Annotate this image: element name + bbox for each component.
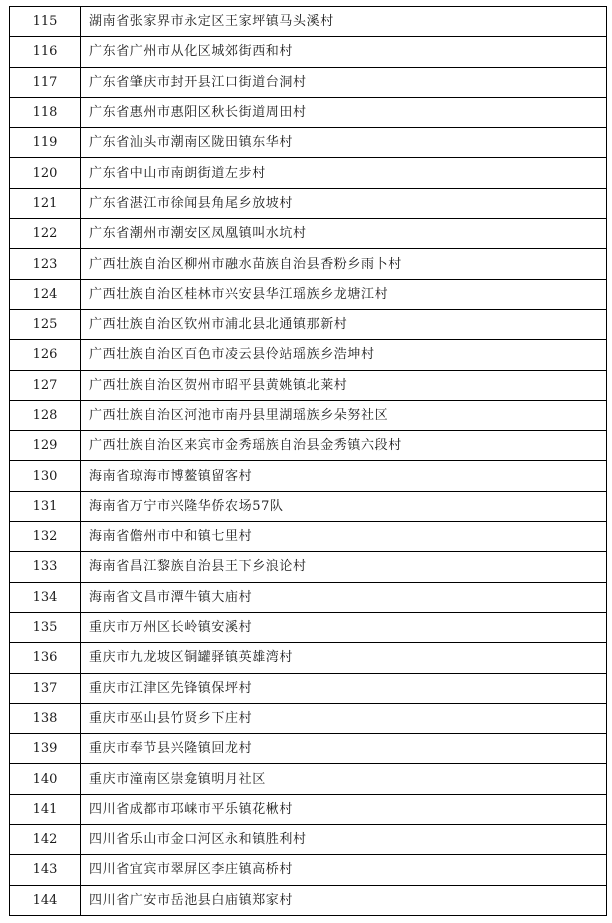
village-name: 广东省潮州市潮安区凤凰镇叫水坑村 [81,219,607,249]
table-row [10,643,607,673]
table-row [10,67,607,97]
village-name: 四川省乐山市金口河区永和镇胜利村 [81,825,607,855]
village-list-table [9,6,607,916]
row-number: 115 [10,7,81,37]
table-row [10,158,607,188]
row-number: 129 [10,431,81,461]
village-name: 四川省宜宾市翠屏区李庄镇高桥村 [81,855,607,885]
village-name: 广西壮族自治区柳州市融水苗族自治县香粉乡雨卜村 [81,249,607,279]
table-row [10,97,607,127]
village-name: 四川省成都市邛崃市平乐镇花楸村 [81,794,607,824]
table-row [10,734,607,764]
village-name: 重庆市奉节县兴隆镇回龙村 [81,734,607,764]
row-number: 141 [10,794,81,824]
table-row [10,885,607,915]
village-name: 广西壮族自治区桂林市兴安县华江瑶族乡龙塘江村 [81,279,607,309]
table-row [10,309,607,339]
table-row [10,400,607,430]
row-number: 117 [10,67,81,97]
row-number: 135 [10,612,81,642]
village-name: 海南省昌江黎族自治县王下乡浪论村 [81,552,607,582]
table-body [10,7,607,916]
village-name: 广西壮族自治区贺州市昭平县黄姚镇北莱村 [81,370,607,400]
row-number: 144 [10,885,81,915]
row-number: 118 [10,97,81,127]
village-name: 海南省琼海市博鳌镇留客村 [81,461,607,491]
table-row [10,673,607,703]
table-row [10,461,607,491]
row-number: 128 [10,400,81,430]
row-number: 133 [10,552,81,582]
table-row [10,7,607,37]
row-number: 138 [10,703,81,733]
village-name: 重庆市潼南区崇龛镇明月社区 [81,764,607,794]
row-number: 127 [10,370,81,400]
row-number: 121 [10,188,81,218]
village-name: 广西壮族自治区来宾市金秀瑶族自治县金秀镇六段村 [81,431,607,461]
village-name: 广东省惠州市惠阳区秋长街道周田村 [81,97,607,127]
village-name: 广东省中山市南朗街道左步村 [81,158,607,188]
table-row [10,764,607,794]
table-row [10,794,607,824]
table-row [10,491,607,521]
table-row [10,340,607,370]
table-row [10,552,607,582]
row-number: 126 [10,340,81,370]
row-number: 131 [10,491,81,521]
row-number: 136 [10,643,81,673]
village-name: 重庆市巫山县竹贤乡下庄村 [81,703,607,733]
table-row [10,825,607,855]
village-name: 重庆市江津区先锋镇保坪村 [81,673,607,703]
row-number: 139 [10,734,81,764]
village-name: 重庆市九龙坡区铜罐驿镇英雄湾村 [81,643,607,673]
village-name: 海南省万宁市兴隆华侨农场57队 [81,491,607,521]
village-name: 广西壮族自治区河池市南丹县里湖瑶族乡朵努社区 [81,400,607,430]
village-name: 广西壮族自治区百色市凌云县伶站瑶族乡浩坤村 [81,340,607,370]
table-row [10,855,607,885]
row-number: 123 [10,249,81,279]
row-number: 119 [10,128,81,158]
row-number: 132 [10,522,81,552]
village-name: 广东省广州市从化区城郊街西和村 [81,37,607,67]
village-name: 重庆市万州区长岭镇安溪村 [81,612,607,642]
row-number: 120 [10,158,81,188]
row-number: 140 [10,764,81,794]
table-row [10,249,607,279]
village-name: 海南省儋州市中和镇七里村 [81,522,607,552]
table-row [10,522,607,552]
table-row [10,431,607,461]
row-number: 137 [10,673,81,703]
table-row [10,279,607,309]
village-name: 广东省湛江市徐闻县角尾乡放坡村 [81,188,607,218]
row-number: 130 [10,461,81,491]
row-number: 125 [10,309,81,339]
row-number: 124 [10,279,81,309]
row-number: 134 [10,582,81,612]
table-row [10,370,607,400]
village-name: 广西壮族自治区钦州市浦北县北通镇那新村 [81,309,607,339]
table-row [10,37,607,67]
table-row [10,128,607,158]
row-number: 116 [10,37,81,67]
village-name: 湖南省张家界市永定区王家坪镇马头溪村 [81,7,607,37]
table-row [10,582,607,612]
village-name: 海南省文昌市潭牛镇大庙村 [81,582,607,612]
village-name: 广东省汕头市潮南区陇田镇东华村 [81,128,607,158]
row-number: 142 [10,825,81,855]
table-row [10,188,607,218]
table-row [10,219,607,249]
row-number: 122 [10,219,81,249]
table-row [10,703,607,733]
table-row [10,612,607,642]
village-name: 四川省广安市岳池县白庙镇郑家村 [81,885,607,915]
village-name: 广东省肇庆市封开县江口街道台洞村 [81,67,607,97]
row-number: 143 [10,855,81,885]
